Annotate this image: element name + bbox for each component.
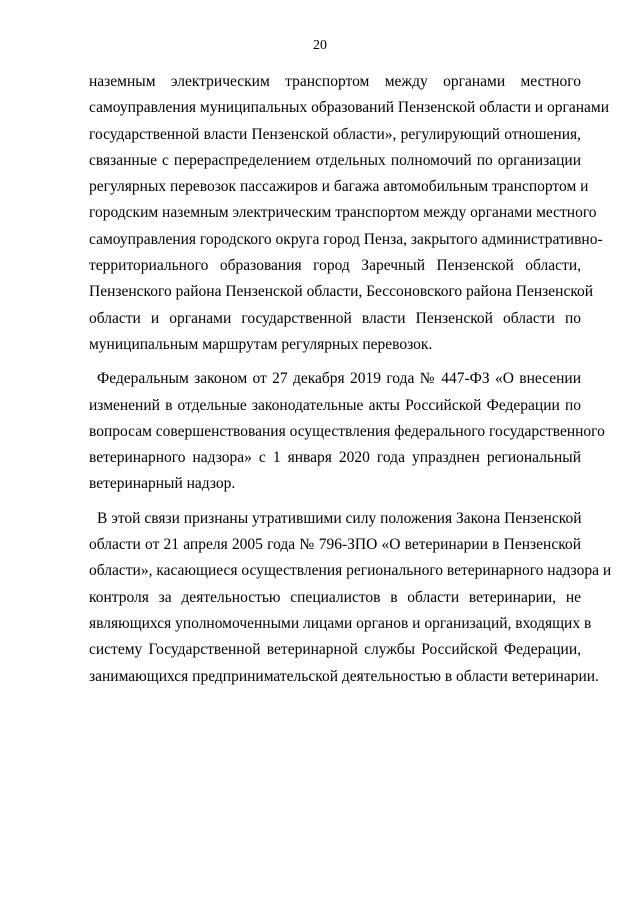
text-line: регулярных перевозок пассажиров и багажа автомобильным транспортом и: [89, 178, 589, 196]
text-line: систему Государственной ветеринарной службы Российской Федерации,: [89, 641, 581, 659]
text-line: изменений в отдельные законодательные акты Российской Федерации по: [89, 396, 581, 414]
text-line: самоуправления муниципальных образований Пензенской области и органами: [89, 99, 609, 117]
text-line: области и органами государственной власти Пензенской области по: [89, 309, 581, 327]
text-line: территориального образования город Заречный Пензенской области,: [89, 257, 581, 275]
text-line: государственной власти Пензенской области», регулирующий отношения,: [89, 125, 581, 143]
text-line: самоуправления городского округа город Пенза, закрытого административно-: [89, 230, 603, 248]
document-body: [89, 69, 612, 690]
paragraph-p3: [89, 506, 612, 690]
text-line: являющихся уполномоченными лицами органов и организаций, входящих в: [89, 614, 592, 632]
text-line: городским наземным электрическим транспортом между органами местного: [89, 204, 597, 222]
paragraph-p2: [89, 366, 605, 497]
text-line: Федеральным законом от 27 декабря 2019 года № 447-ФЗ «О внесении: [97, 370, 581, 388]
paragraph-p1: [89, 69, 609, 358]
text-line: наземным электрическим транспортом между органами местного: [89, 73, 581, 90]
text-line: муниципальным маршрутам регулярных перевозок.: [89, 335, 433, 353]
text-line: области», касающиеся осуществления регионального ветеринарного надзора и: [89, 562, 612, 580]
text-line: занимающихся предпринимательской деятельностью в области ветеринарии.: [89, 667, 599, 685]
page-number: 20: [313, 38, 327, 53]
text-line: В этой связи признаны утратившими силу положения Закона Пензенской: [97, 509, 582, 527]
text-line: вопросам совершенствования осуществления федерального государственного: [89, 422, 605, 440]
text-line: связанные с перераспределением отдельных полномочий по организации: [89, 151, 581, 169]
text-line: Пензенского района Пензенской области, Бессоновского района Пензенской: [89, 283, 594, 301]
text-line: ветеринарный надзор.: [89, 475, 236, 493]
text-line: контроля за деятельностью специалистов в области ветеринарии, не: [89, 588, 581, 606]
text-line: ветеринарного надзора» с 1 января 2020 года упразднен региональный: [89, 449, 581, 467]
text-line: области от 21 апреля 2005 года № 796-ЗПО «О ветеринарии в Пензенской: [89, 536, 581, 554]
